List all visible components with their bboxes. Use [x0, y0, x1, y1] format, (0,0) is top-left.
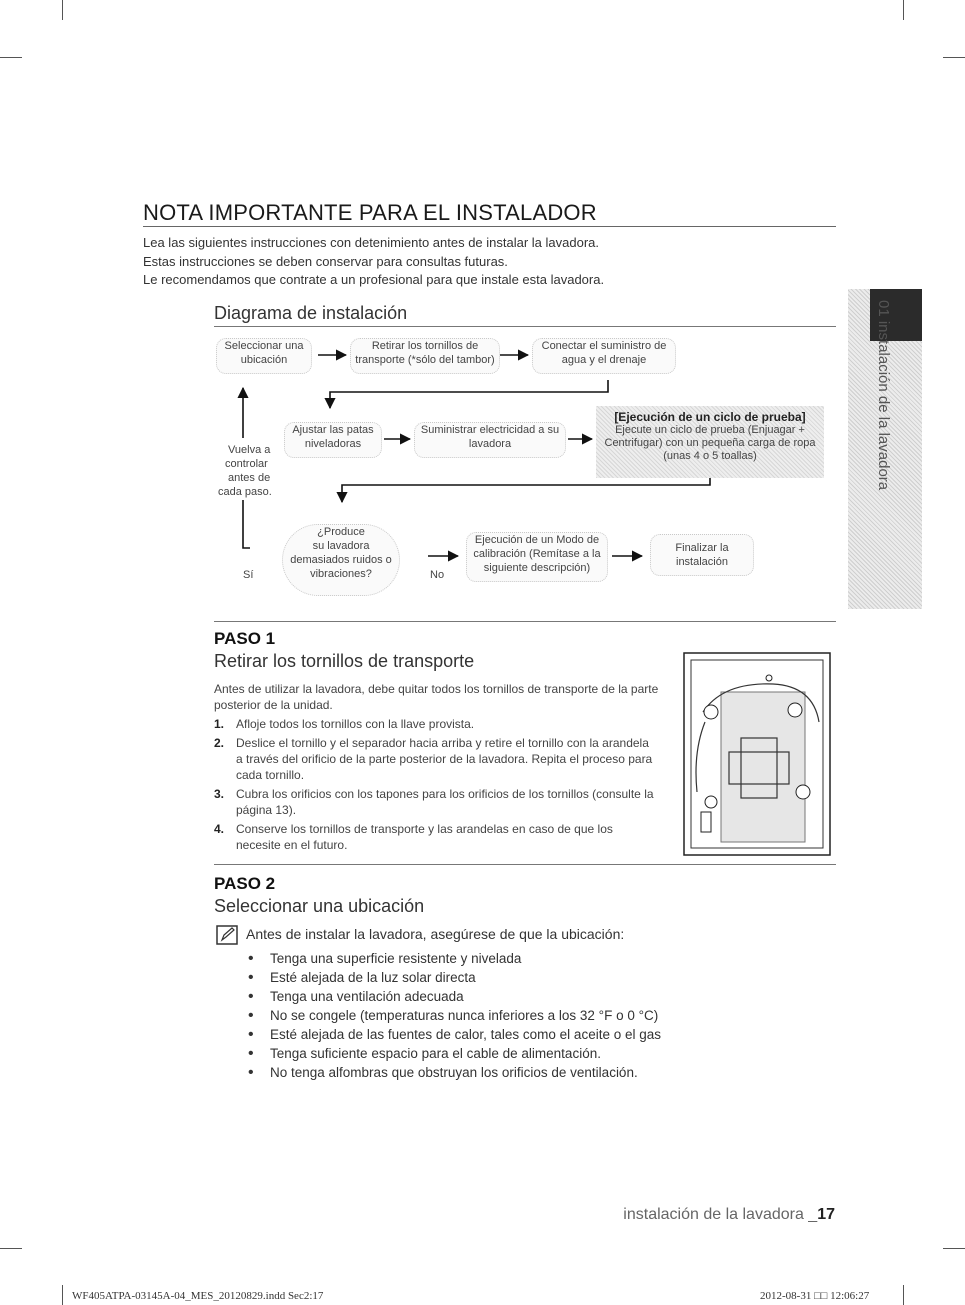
paso2-note: Antes de instalar la lavadora, asegúrese de que la ubicación:: [246, 926, 625, 942]
file-slug: WF405ATPA-03145A-04_MES_20120829.indd Sec2:17: [72, 1290, 324, 1302]
step-supply-power: Suministrar electricidad a su lavadora: [414, 422, 566, 458]
crop-mark: [62, 1285, 63, 1305]
location-bullets: [248, 950, 661, 1083]
back-label-line: cada paso.: [218, 486, 272, 498]
back-label-line: Vuelva a: [228, 444, 271, 456]
bullet-item: • Esté alejada de las fuentes de calor, tales como el aceite o el gas: [248, 1026, 661, 1043]
intro-line: Estas instrucciones se deben conservar para consultas futuras.: [143, 254, 508, 269]
arrow-down: [342, 478, 710, 502]
loop-line: [243, 500, 250, 548]
yes-label: Sí: [243, 569, 254, 581]
page-number: 17: [817, 1206, 835, 1223]
section-rule: [214, 621, 836, 622]
print-date: 2012-08-31 □□ 12:06:27: [760, 1290, 870, 1302]
footer-section: instalación de la lavadora _17: [623, 1206, 835, 1223]
bullet-item: • Tenga suficiente espacio para el cable de alimentación.: [248, 1045, 601, 1062]
bullet-item: • Esté alejada de la luz solar directa: [248, 969, 476, 986]
step-test-cycle: [Ejecución de un ciclo de prueba] Ejecute un ciclo de prueba (Enjuagar + Centrifugar) con un pequeña carga de ropa (unas 4 o 5 toallas): [596, 406, 824, 478]
bullet-item: • Tenga una superficie resistente y nivelada: [248, 950, 522, 967]
intro-line: Le recomendamos que contrate a un profesional para que instale esta lavadora.: [143, 272, 605, 287]
note-icon: [216, 925, 238, 945]
step-noise-question: ¿Produce su lavadora demasiados ruidos o vibraciones?: [282, 524, 400, 596]
step-remove-bolts: Retirar los tornillos de transporte (*sólo del tambor): [350, 338, 500, 374]
step-connect-water: Conectar el suministro de agua y el drenaje: [532, 338, 676, 374]
bullet-item: • No tenga alfombras que obstruyan los orificios de ventilación.: [248, 1064, 638, 1081]
paso2-heading: PASO 2: [214, 874, 276, 893]
crop-mark: [903, 1285, 904, 1305]
bullet-item: • No se congele (temperaturas nunca inferiores a los 32 °F o 0 °C): [248, 1007, 659, 1024]
no-label: No: [430, 569, 445, 581]
step-finish: Finalizar la instalación: [650, 534, 754, 576]
step-select-location: Seleccionar una ubicación: [216, 338, 312, 374]
page-title: NOTA IMPORTANTE PARA EL INSTALADOR: [143, 200, 597, 225]
bullet-item: • Tenga una ventilación adecuada: [248, 988, 464, 1005]
paso1-heading: PASO 1: [214, 629, 276, 648]
back-label-line: antes de: [228, 472, 271, 484]
diagram-connectors: [0, 0, 965, 620]
crop-mark: [0, 1248, 22, 1249]
paso1-intro: Antes de utilizar la lavadora, debe quitar todos los tornillos de transporte de la parte posterior de la unidad.: [214, 682, 659, 712]
paso2-subtitle: Seleccionar una ubicación: [214, 896, 425, 916]
crop-mark: [943, 1248, 965, 1249]
washer-back-illustration: [683, 652, 831, 856]
intro-line: Lea las siguientes instrucciones con detenimiento antes de instalar la lavadora.: [143, 235, 599, 250]
step-calibration: Ejecución de un Modo de calibración (Remítase a la siguiente descripción): [466, 532, 608, 582]
section-rule: [214, 864, 836, 865]
diagram-title: Diagrama de instalación: [214, 303, 408, 323]
chapter-tab-label: 01 instalación de la lavadora: [875, 300, 892, 491]
back-label-line: controlar: [225, 458, 268, 470]
paso1-subtitle: Retirar los tornillos de transporte: [214, 651, 475, 671]
arrow-down: [330, 380, 608, 408]
step-adjust-legs: Ajustar las patas niveladoras: [284, 422, 382, 458]
